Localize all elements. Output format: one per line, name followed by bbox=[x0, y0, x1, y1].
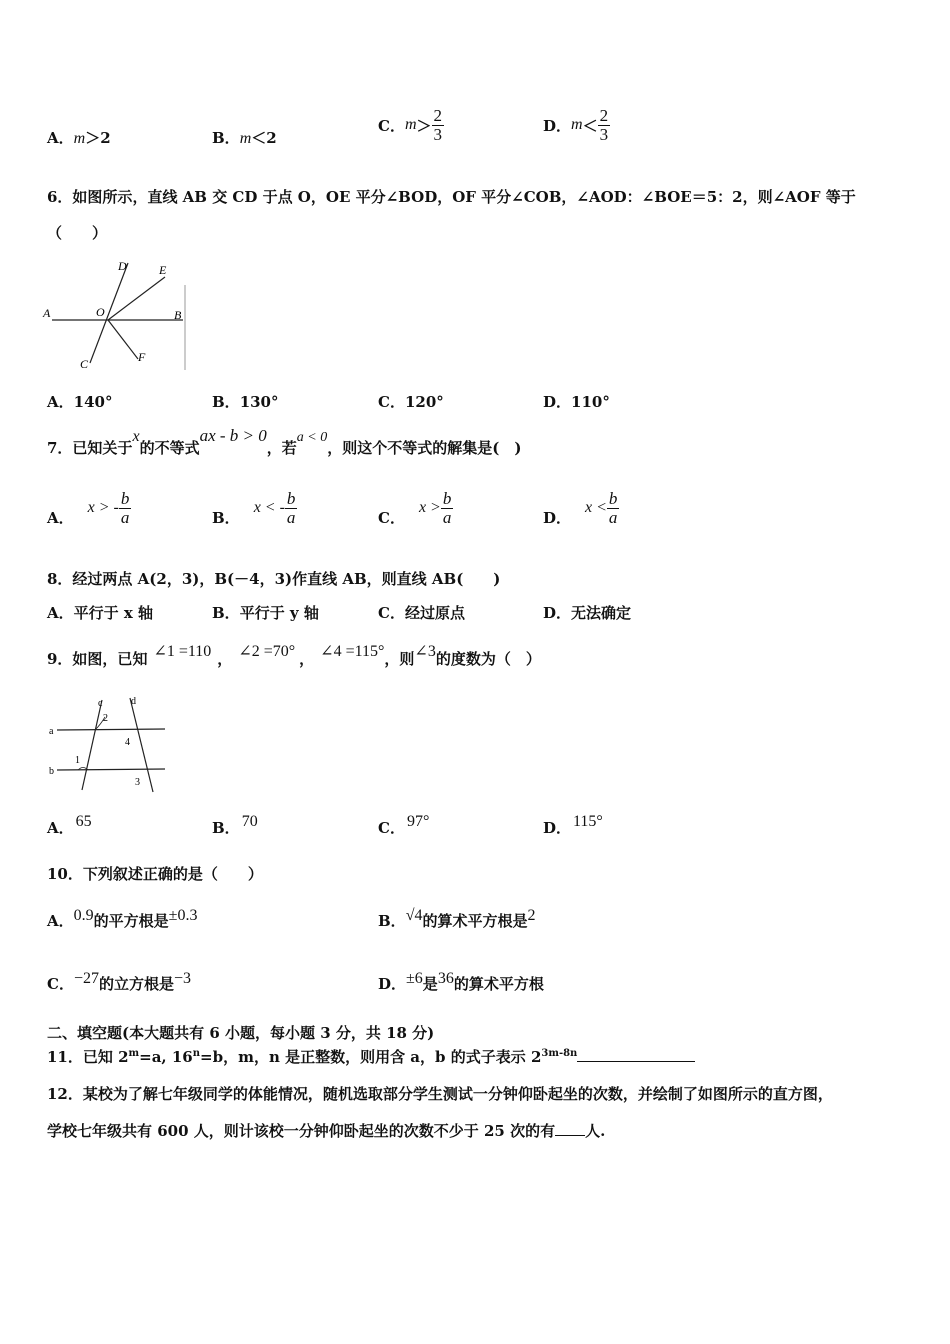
q5-option-b: B．m＜2 bbox=[212, 129, 277, 147]
q10-option-b: B．√4的算术平方根是2 bbox=[378, 907, 536, 930]
q6-option-b: B．130° bbox=[212, 393, 279, 411]
label-line-b: b bbox=[49, 766, 54, 777]
q12-stem-line2: 学校七年级共有 600 人，则计该校一分钟仰卧起坐的次数不少于 25 次的有 人. bbox=[47, 1122, 606, 1140]
fraction: $\frac{2}{3}$ bbox=[433, 105, 443, 144]
label-angle-4: 4 bbox=[125, 737, 130, 748]
label-line-c: c bbox=[98, 698, 103, 709]
q6-stem-paren: （ ） bbox=[47, 224, 108, 242]
q6-stem: 6．如图所示，直线 AB 交 CD 于点 O，OE 平分∠BOD，OF 平分∠COB，∠AOD：∠BOE＝5：2，则∠AOF 等于 bbox=[47, 188, 856, 206]
q8-option-d: D．无法确定 bbox=[543, 604, 632, 622]
q10-option-d: D．±6是36的算术平方根 bbox=[378, 970, 544, 993]
label-o: O bbox=[96, 305, 105, 319]
label-angle-2: 2 bbox=[103, 713, 108, 724]
q9-option-d: D． 115° bbox=[543, 813, 603, 837]
q9-option-a: A． 65 bbox=[47, 813, 92, 837]
label-d: D bbox=[118, 259, 127, 273]
q7-option-a: A． x > - $\frac{b}{a}$ bbox=[47, 488, 130, 527]
q6-option-d: D．110° bbox=[543, 393, 610, 411]
section-heading: 二、填空题(本大题共有 6 小题，每小题 3 分，共 18 分) bbox=[47, 1024, 435, 1042]
fraction: $\frac{b}{a}$ bbox=[608, 488, 618, 527]
q7-stem: 7．已知关于x的不等式ax - b > 0，若a < 0，则这个不等式的解集是( ) bbox=[47, 426, 522, 457]
q9-stem: 9．如图，已知 ∠1 =110 ， ∠2 =70° ， ∠4 =115°，则∠3的度数为（ ） bbox=[47, 643, 541, 668]
q6-option-c: C．120° bbox=[378, 393, 444, 411]
q8-option-c: C．经过原点 bbox=[378, 604, 465, 622]
q7-option-d: D． x < $\frac{b}{a}$ bbox=[543, 488, 618, 527]
q10-option-c: C．−27的立方根是−3 bbox=[47, 970, 192, 993]
label-c: C bbox=[80, 357, 89, 371]
q9-option-b: B． 70 bbox=[212, 813, 258, 837]
q10-option-a: A．0.9的平方根是±0.3 bbox=[47, 907, 198, 930]
q7-option-c: C． x > $\frac{b}{a}$ bbox=[378, 488, 452, 527]
q11-stem: 11．已知 $2^m=a$, $16^n=b$，m，n 是正整数，则用含 a，b 的式子表示 $2^{3m-8n}$ bbox=[47, 1046, 695, 1067]
q9-figure bbox=[45, 690, 175, 800]
q9-option-c: C． 97° bbox=[378, 813, 430, 837]
fraction: $\frac{b}{a}$ bbox=[120, 488, 130, 527]
label-angle-1: 1 bbox=[75, 755, 80, 766]
q10-stem: 10．下列叙述正确的是（ ） bbox=[47, 865, 263, 883]
q5-option-d: D． m ＜ $\frac{2}{3}$ bbox=[543, 105, 609, 144]
fraction: $\frac{b}{a}$ bbox=[442, 488, 452, 527]
label-a: A bbox=[43, 306, 51, 320]
q12-stem-line1: 12．某校为了解七年级同学的体能情况，随机选取部分学生测试一分钟仰卧起坐的次数，并绘制了如图所示的直方图， bbox=[47, 1085, 833, 1103]
label-angle-3: 3 bbox=[135, 777, 140, 788]
q7-option-b: B． x < - $\frac{b}{a}$ bbox=[212, 488, 296, 527]
q5-option-a: A．m＞2 bbox=[47, 129, 111, 147]
q5-option-c: C． m ＞ $\frac{2}{3}$ bbox=[378, 105, 443, 144]
q8-option-a: A．平行于 x 轴 bbox=[47, 604, 154, 622]
fraction: $\frac{2}{3}$ bbox=[599, 105, 609, 144]
answer-blank[interactable] bbox=[555, 1135, 585, 1136]
fraction: $\frac{b}{a}$ bbox=[286, 488, 296, 527]
q6-option-a: A．140° bbox=[47, 393, 113, 411]
answer-blank[interactable] bbox=[577, 1061, 695, 1062]
q8-option-b: B．平行于 y 轴 bbox=[212, 604, 319, 622]
label-b: B bbox=[174, 308, 182, 322]
label-e: E bbox=[159, 263, 167, 277]
q8-stem: 8．经过两点 A(2，3)，B(－4，3)作直线 AB，则直线 AB( ) bbox=[47, 570, 501, 588]
q6-figure bbox=[40, 255, 190, 375]
label-line-d: d bbox=[131, 696, 136, 707]
label-f: F bbox=[138, 350, 146, 364]
label-line-a: a bbox=[49, 726, 54, 737]
